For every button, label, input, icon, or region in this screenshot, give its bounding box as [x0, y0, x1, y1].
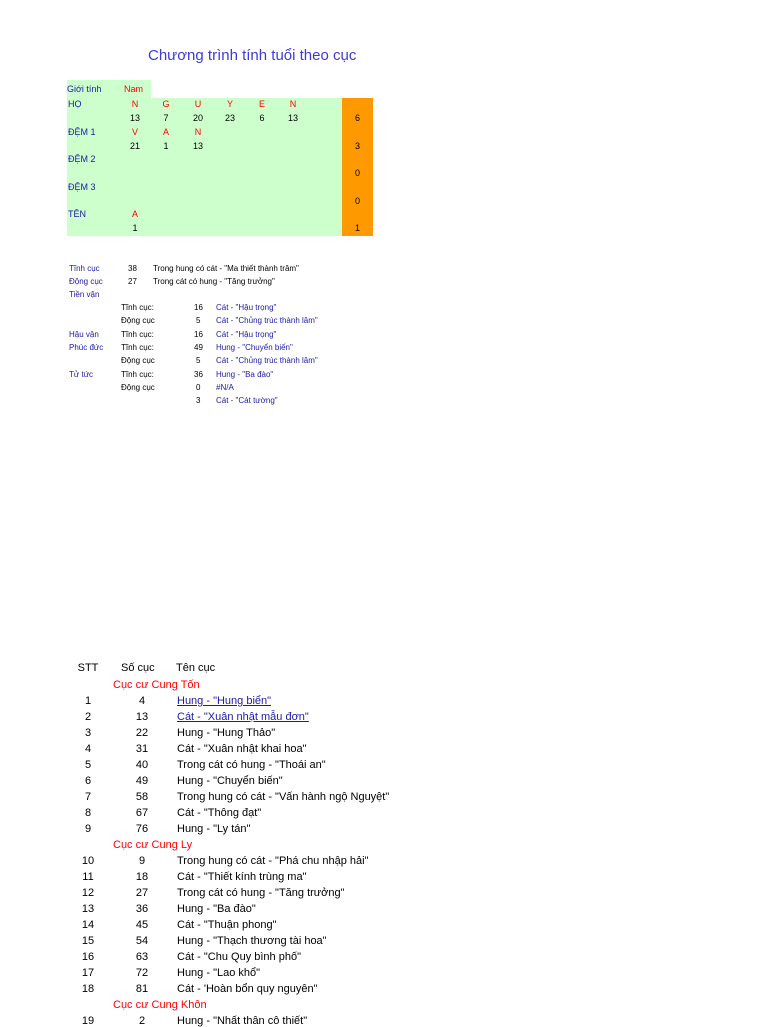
phuc-duc-desc: Hung - "Chuyển biến" — [216, 343, 293, 352]
grid-letter: Y — [226, 99, 233, 109]
grid-total: 0 — [354, 196, 360, 206]
row-stt: 5 — [84, 759, 92, 771]
row-so-cuc: 40 — [135, 759, 149, 771]
row-ten-cuc-link[interactable]: Hung - "Hung biển" — [177, 695, 272, 707]
row-ten-cuc: Hung - "Ba đào" — [177, 903, 256, 915]
row-stt: 8 — [84, 807, 92, 819]
row-stt: 13 — [81, 903, 95, 915]
grid-number: 1 — [132, 223, 138, 233]
dong-cuc-desc: Trong cát có hung - "Tăng trưởng" — [153, 277, 275, 286]
row-stt: 4 — [84, 743, 92, 755]
row-so-cuc: 67 — [135, 807, 149, 819]
phuc-duc-value: 49 — [194, 343, 203, 352]
grid-letter: N — [194, 127, 202, 137]
row-so-cuc: 45 — [135, 919, 149, 931]
grid-total: 1 — [354, 223, 360, 233]
row-stt: 19 — [81, 1015, 95, 1027]
row-ten-cuc: Cát - "Thông đạt" — [177, 807, 262, 819]
tv-dong-sub: Động cục — [121, 316, 155, 325]
row-stt: 14 — [81, 919, 95, 931]
grid-total: 3 — [354, 141, 360, 151]
grid-letter: E — [258, 99, 265, 109]
tinh-cuc-value: 38 — [128, 264, 137, 273]
row-stt: 17 — [81, 967, 95, 979]
grid-number: 20 — [192, 113, 203, 123]
tv-dong-desc: Cát - "Chủng trúc thành lâm" — [216, 316, 318, 325]
row-stt: 9 — [84, 823, 92, 835]
row-so-cuc: 27 — [135, 887, 149, 899]
row-stt: 12 — [81, 887, 95, 899]
gender-label: Giới tính — [67, 80, 117, 98]
gender-value[interactable]: Nam — [117, 80, 151, 98]
tien-van-label: Tiền vận — [69, 290, 100, 299]
row-stt: 1 — [84, 695, 92, 707]
header-ten-cuc: Tên cục — [176, 662, 216, 674]
grid-row-label: ĐỆM 3 — [68, 182, 96, 192]
grid-row-label: ĐỆM 1 — [68, 127, 96, 137]
grid-letter: N — [289, 99, 297, 109]
row-ten-cuc: Hung - "Ly tán" — [177, 823, 251, 835]
grid-number: 1 — [163, 141, 169, 151]
grid-row-label: HỌ — [68, 99, 82, 109]
grid-letter: A — [162, 127, 169, 137]
tt-extra-desc: Cát - "Cát tường" — [216, 396, 278, 405]
grid-letter: U — [194, 99, 202, 109]
row-so-cuc: 18 — [135, 871, 149, 883]
tinh-cuc-desc: Trong hung có cát - "Ma thiết thành trâm" — [153, 264, 299, 273]
group-heading: Cục cư Cung Ly — [113, 839, 193, 851]
tu-tuc-label: Tử tức — [69, 370, 94, 379]
tt-dong-value: 0 — [196, 383, 201, 392]
row-ten-cuc: Cát - "Thiết kính trùng ma" — [177, 871, 307, 883]
row-ten-cuc: Cát - "Thuận phong" — [177, 919, 277, 931]
row-ten-cuc: Trong hung có cát - "Vấn hành ngộ Nguyệt" — [177, 791, 390, 803]
grid-number: 13 — [129, 113, 140, 123]
dong-cuc-value: 27 — [128, 277, 137, 286]
row-stt: 16 — [81, 951, 95, 963]
grid-letter: G — [162, 99, 170, 109]
row-so-cuc: 13 — [135, 711, 149, 723]
row-ten-cuc: Hung - "Thạch thương tài hoa" — [177, 935, 327, 947]
row-ten-cuc-link[interactable]: Cát - "Xuân nhật mẫu đơn" — [177, 711, 309, 723]
row-ten-cuc: Trong cát có hung - "Tăng trưởng" — [177, 887, 345, 899]
pd-dong-value: 5 — [196, 356, 201, 365]
hau-van-label: Hậu vận — [69, 330, 99, 339]
hau-van-desc: Cát - "Hậu trọng" — [216, 330, 277, 339]
row-stt: 2 — [84, 711, 92, 723]
grid-total: 6 — [354, 113, 360, 123]
grid-number: 23 — [224, 113, 235, 123]
tv-tinh-value: 16 — [194, 303, 203, 312]
row-stt: 6 — [84, 775, 92, 787]
pd-dong-desc: Cát - "Chủng trúc thành lâm" — [216, 356, 318, 365]
grid-total: 0 — [354, 168, 360, 178]
row-so-cuc: 81 — [135, 983, 149, 995]
grid-number: 13 — [287, 113, 298, 123]
row-so-cuc: 54 — [135, 935, 149, 947]
row-so-cuc: 58 — [135, 791, 149, 803]
row-so-cuc: 63 — [135, 951, 149, 963]
tu-tuc-value: 36 — [194, 370, 203, 379]
tv-tinh-sub: Tĩnh cục: — [121, 303, 154, 312]
grid-number: 7 — [163, 113, 169, 123]
grid-row-label: ĐỆM 2 — [68, 154, 96, 164]
row-ten-cuc: Cát - 'Hoàn bổn quy nguyên" — [177, 983, 318, 995]
hau-van-value: 16 — [194, 330, 203, 339]
header-so-cuc: Số cục — [121, 662, 155, 674]
group-heading: Cục cư Cung Tốn — [113, 679, 200, 691]
phuc-duc-label: Phúc đức — [69, 343, 104, 352]
hau-van-sub: Tĩnh cục: — [121, 330, 154, 339]
tinh-cuc-label: Tĩnh cục — [69, 264, 100, 273]
row-stt: 10 — [81, 855, 95, 867]
grid-letter: V — [131, 127, 138, 137]
tu-tuc-sub: Tĩnh cục: — [121, 370, 154, 379]
grid-number: 6 — [259, 113, 265, 123]
row-ten-cuc: Trong hung có cát - "Phá chu nhập hải" — [177, 855, 369, 867]
row-stt: 15 — [81, 935, 95, 947]
row-ten-cuc: Hung - "Lao khổ" — [177, 967, 261, 979]
row-so-cuc: 36 — [135, 903, 149, 915]
row-so-cuc: 9 — [138, 855, 146, 867]
row-ten-cuc: Hung - "Nhất thân cô thiết" — [177, 1015, 308, 1027]
grid-number: 13 — [192, 141, 203, 151]
row-so-cuc: 72 — [135, 967, 149, 979]
tu-tuc-desc: Hung - "Ba đào" — [216, 370, 274, 379]
pd-dong-sub: Động cục — [121, 356, 155, 365]
row-ten-cuc: Hung - "Hung Thảo" — [177, 727, 276, 739]
group-heading: Cục cư Cung Khôn — [113, 999, 207, 1011]
row-ten-cuc: Trong cát có hung - "Thoái an" — [177, 759, 326, 771]
row-stt: 18 — [81, 983, 95, 995]
row-ten-cuc: Cát - "Chu Quy bình phố" — [177, 951, 301, 963]
phuc-duc-sub: Tĩnh cục: — [121, 343, 154, 352]
header-stt: STT — [77, 662, 99, 674]
row-so-cuc: 31 — [135, 743, 149, 755]
tt-extra-value: 3 — [196, 396, 201, 405]
tt-dong-sub: Động cục — [121, 383, 155, 392]
grid-row-label: TÊN — [68, 209, 86, 219]
row-stt: 11 — [82, 871, 94, 883]
grid-letter: A — [131, 209, 138, 219]
grid-letter: N — [131, 99, 139, 109]
tv-tinh-desc: Cát - "Hậu trọng" — [216, 303, 277, 312]
row-stt: 3 — [84, 727, 92, 739]
row-stt: 7 — [84, 791, 92, 803]
row-so-cuc: 76 — [135, 823, 149, 835]
tv-dong-value: 5 — [196, 316, 201, 325]
row-so-cuc: 2 — [138, 1015, 146, 1027]
row-so-cuc: 49 — [135, 775, 149, 787]
tt-dong-desc: #N/A — [216, 383, 234, 392]
row-ten-cuc: Hung - "Chuyển biến" — [177, 775, 283, 787]
grid-number: 21 — [129, 141, 140, 151]
row-so-cuc: 4 — [138, 695, 146, 707]
row-ten-cuc: Cát - "Xuân nhật khai hoa" — [177, 743, 307, 755]
page-title: Chương trình tính tuổi theo cục — [148, 47, 357, 64]
dong-cuc-label: Động cục — [69, 277, 103, 286]
row-so-cuc: 22 — [135, 727, 149, 739]
